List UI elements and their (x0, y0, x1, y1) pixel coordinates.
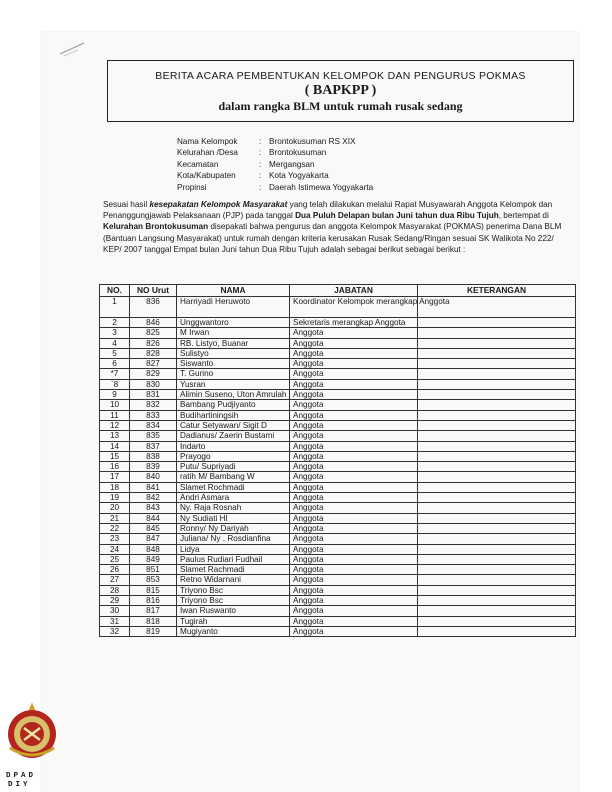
cell-urut: 817 (130, 606, 177, 616)
cell-no: 27 (100, 575, 130, 585)
cell-no: 14 (100, 441, 130, 451)
cell-jabatan: Anggota (290, 606, 418, 616)
cell-no: 29 (100, 596, 130, 606)
cell-nama: Triyono Bsc (177, 596, 290, 606)
cell-urut: 839 (130, 462, 177, 472)
cell-no: 15 (100, 451, 130, 461)
cell-nama: Ny. Raja Rosnah (177, 503, 290, 513)
cell-ket (418, 544, 576, 554)
table-row (100, 503, 576, 513)
cell-ket (418, 596, 576, 606)
table-row (100, 318, 576, 328)
cell-urut: 840 (130, 472, 177, 482)
cell-ket (418, 338, 576, 348)
info-value: Brontokusuman RS XIX (269, 137, 356, 146)
cell-jabatan: Anggota (290, 585, 418, 595)
cell-nama: ratih M/ Bambang W (177, 472, 290, 482)
cell-urut: 826 (130, 338, 177, 348)
cell-nama: Iwan Ruswanto (177, 606, 290, 616)
cell-ket (418, 431, 576, 441)
cell-urut: 831 (130, 390, 177, 400)
cell-ket (418, 410, 576, 420)
cell-jabatan: Anggota (290, 493, 418, 503)
document-header (107, 60, 574, 122)
cell-jabatan: Anggota (290, 420, 418, 430)
cell-urut: 841 (130, 482, 177, 492)
cell-no: 4 (100, 338, 130, 348)
document-code: ( BAPKPP ) (304, 83, 377, 98)
cell-ket (418, 482, 576, 492)
cell-ket (418, 606, 576, 616)
para-location: Kelurahan Brontokusuman (103, 222, 209, 232)
cell-no: 18 (100, 482, 130, 492)
cell-nama: Indarto (177, 441, 290, 451)
col-header-keterangan: KETERANGAN (418, 285, 576, 297)
cell-jabatan: Anggota (290, 534, 418, 544)
cell-nama: Siswanto (177, 359, 290, 369)
col-header-no: NO. (100, 285, 130, 297)
para-emphasis: kesepakatan Kelompok Masyarakat (149, 200, 288, 209)
cell-ket (418, 348, 576, 358)
cell-nama: Juliana/ Ny . Rosdianfina (177, 534, 290, 544)
cell-no: 31 (100, 616, 130, 626)
cell-jabatan: Anggota (290, 482, 418, 492)
info-value: Daerah Istimewa Yogyakarta (269, 182, 374, 192)
table-row (100, 328, 576, 338)
cell-ket (418, 585, 576, 595)
para-text: yang telah dilakukan melalui Rapat Musyawarah Anggota Kelompok dan Penanggungjawab Pelaksanaan (PJP) pada tanggal (103, 200, 553, 221)
cell-no: 23 (100, 534, 130, 544)
cell-jabatan: Anggota (290, 451, 418, 461)
cell-no: 12 (100, 420, 130, 430)
cell-urut: 830 (130, 379, 177, 389)
cell-jabatan: Anggota (290, 359, 418, 369)
para-text: Sesuai hasil (103, 200, 150, 209)
cell-nama: RB. Listyo, Buanar (177, 338, 290, 348)
cell-jabatan: Anggota (290, 575, 418, 585)
cell-urut: 849 (130, 554, 177, 564)
cell-no: 28 (100, 585, 130, 595)
cell-nama: Catur Setyawan/ Sigit D (177, 420, 290, 430)
cell-jabatan: Anggota (290, 513, 418, 523)
cell-jabatan: Anggota (290, 554, 418, 564)
cell-ket (418, 379, 576, 389)
table-row (100, 462, 576, 472)
cell-urut: 818 (130, 616, 177, 626)
table-row (100, 482, 576, 492)
cell-jabatan: Anggota (290, 400, 418, 410)
cell-ket (418, 420, 576, 430)
table-row (100, 596, 576, 606)
para-date: Dua Puluh Delapan bulan Juni tahun dua Ribu Tujuh (295, 211, 499, 221)
cell-nama: Retno Widarnani (177, 575, 290, 585)
cell-jabatan: Anggota (290, 565, 418, 575)
info-value: Kota Yogyakarta (269, 171, 329, 181)
cell-urut: 847 (130, 534, 177, 544)
cell-urut: 844 (130, 513, 177, 523)
cell-no: 3 (100, 328, 130, 338)
cell-no: 1 (100, 297, 130, 318)
cell-no: *7 (100, 369, 130, 379)
cell-nama: Unggwantoro (177, 318, 290, 328)
cell-nama: Triyono Bsc (177, 585, 290, 595)
cell-jabatan: Anggota (290, 626, 418, 636)
cell-ket (418, 565, 576, 575)
cell-urut: 842 (130, 493, 177, 503)
cell-jabatan: Anggota (290, 441, 418, 451)
cell-nama: M Irwan (177, 328, 290, 338)
cell-nama: Ny Sudiati HI (177, 513, 290, 523)
table-row (100, 616, 576, 626)
cell-nama: Ronny/ Ny Dariyah (177, 523, 290, 533)
cell-ket (418, 626, 576, 636)
cell-jabatan: Anggota (290, 462, 418, 472)
cell-no: 24 (100, 544, 130, 554)
cell-urut: 846 (130, 318, 177, 328)
cell-no: 32 (100, 626, 130, 636)
info-colon: : (259, 137, 262, 146)
cell-urut: 834 (130, 420, 177, 430)
table-row (100, 565, 576, 575)
cell-ket (418, 441, 576, 451)
col-header-nama: NAMA (177, 285, 290, 297)
cell-nama: Slamet Rachmadi (177, 565, 290, 575)
col-header-jabatan: JABATAN (290, 285, 418, 297)
dpad-emblem-icon (2, 698, 62, 764)
cell-nama: Budihartiningsih (177, 410, 290, 420)
para-text: disepakati bahwa pengurus dan anggota Kelompok Masyarakat (POKMAS) penerima Dana BLM (Bantuan Langsung Masyarakat) untuk rumah dengan kriteria kerusakan Rusak Sedang/Ringan sesuai SK Walikota No 222/ KEP/ 2007 tanggal Empat bulan Juni tahun Dua Ribu Tujuh adalah sebagai berikut sebagai berikut : (103, 222, 562, 254)
table-row (100, 554, 576, 564)
pen-stroke-mark (58, 40, 88, 58)
table-row (100, 544, 576, 554)
cell-ket (418, 462, 576, 472)
cell-no: 21 (100, 513, 130, 523)
cell-urut: 837 (130, 441, 177, 451)
cell-jabatan: Anggota (290, 544, 418, 554)
info-row (177, 182, 373, 193)
cell-ket (418, 513, 576, 523)
cell-nama: Lidya (177, 544, 290, 554)
cell-no: 30 (100, 606, 130, 616)
info-row (177, 170, 373, 181)
info-colon: : (259, 171, 262, 181)
table-row (100, 338, 576, 348)
cell-jabatan: Anggota (290, 431, 418, 441)
info-row (177, 136, 373, 147)
cell-ket (418, 318, 576, 328)
cell-ket (418, 523, 576, 533)
cell-jabatan: Anggota (290, 338, 418, 348)
cell-jabatan: Anggota (290, 369, 418, 379)
cell-jabatan: Anggota (290, 523, 418, 533)
info-row (177, 159, 373, 170)
cell-urut: 833 (130, 410, 177, 420)
cell-jabatan: Anggota (290, 472, 418, 482)
cell-urut: 851 (130, 565, 177, 575)
table-row (100, 523, 576, 533)
cell-urut: 853 (130, 575, 177, 585)
dpad-label-line2: DIY (8, 781, 31, 789)
cell-nama: Andri Asmara (177, 493, 290, 503)
cell-nama: Bambang Pudjiyanto (177, 400, 290, 410)
cell-urut: 838 (130, 451, 177, 461)
cell-no: 5 (100, 348, 130, 358)
cell-no: 11 (100, 410, 130, 420)
cell-jabatan: Anggota (290, 410, 418, 420)
cell-nama: Paulus Rudiari Fudhail (177, 554, 290, 564)
info-colon: : (259, 182, 262, 192)
cell-no: 9 (100, 390, 130, 400)
cell-ket (418, 554, 576, 564)
cell-urut: 848 (130, 544, 177, 554)
cell-no: 10 (100, 400, 130, 410)
cell-nama: Mugiyanto (177, 626, 290, 636)
info-value: Mergangsan (269, 159, 315, 169)
info-label: Propinsi (177, 182, 207, 192)
cell-no: 20 (100, 503, 130, 513)
cell-jabatan: Anggota (290, 348, 418, 358)
table-row (100, 534, 576, 544)
cell-urut: 829 (130, 369, 177, 379)
cell-ket (418, 575, 576, 585)
info-label: Kecamatan (177, 159, 219, 169)
table-row (100, 431, 576, 441)
cell-ket (418, 451, 576, 461)
cell-no: 17 (100, 472, 130, 482)
cell-ket (418, 616, 576, 626)
table-row (100, 626, 576, 636)
cell-no: 2 (100, 318, 130, 328)
info-label: Nama Kelompok (177, 137, 238, 146)
cell-urut: 828 (130, 348, 177, 358)
table-row (100, 441, 576, 451)
table-row (100, 369, 576, 379)
cell-ket (418, 369, 576, 379)
cell-nama: Prayogo (177, 451, 290, 461)
cell-urut: 835 (130, 431, 177, 441)
table-row (100, 297, 576, 318)
cell-nama: Slamet Rochmadi (177, 482, 290, 492)
cell-no: 22 (100, 523, 130, 533)
table-row (100, 606, 576, 616)
cell-nama: Alimin Suseno, Uton Amrulah (177, 390, 290, 400)
cell-jabatan: Sekretaris merangkap Anggota (290, 318, 418, 328)
cell-jabatan: Anggota (290, 379, 418, 389)
cell-nama: Putu/ Supriyadi (177, 462, 290, 472)
cell-urut: 845 (130, 523, 177, 533)
agreement-paragraph (103, 199, 574, 255)
cell-no: `8 (100, 379, 130, 389)
table-row (100, 451, 576, 461)
cell-urut: 815 (130, 585, 177, 595)
table-row (100, 513, 576, 523)
info-colon: : (259, 159, 262, 169)
table-row (100, 472, 576, 482)
cell-nama: Yusran (177, 379, 290, 389)
dpad-label (6, 772, 36, 790)
cell-ket (418, 493, 576, 503)
info-value: Brontokusuman (269, 148, 327, 158)
cell-no: 19 (100, 493, 130, 503)
cell-ket (418, 503, 576, 513)
table-row (100, 359, 576, 369)
members-table (99, 284, 576, 637)
cell-jabatan: Anggota (290, 390, 418, 400)
cell-no: 6 (100, 359, 130, 369)
table-row (100, 585, 576, 595)
cell-urut: 843 (130, 503, 177, 513)
cell-no: 13 (100, 431, 130, 441)
cell-urut: 836 (130, 297, 177, 318)
table-row (100, 400, 576, 410)
cell-ket (418, 472, 576, 482)
info-row (177, 147, 373, 158)
cell-jabatan: Anggota (290, 328, 418, 338)
cell-nama: Tugirah (177, 616, 290, 626)
cell-urut: 819 (130, 626, 177, 636)
cell-ket (418, 328, 576, 338)
cell-nama: Dadianus/ Zaerin Bustami (177, 431, 290, 441)
cell-urut: 816 (130, 596, 177, 606)
cell-no: 25 (100, 554, 130, 564)
cell-urut: 825 (130, 328, 177, 338)
table-row (100, 410, 576, 420)
cell-ket (418, 400, 576, 410)
cell-ket (418, 390, 576, 400)
info-colon: : (259, 148, 262, 158)
document-subtitle: dalam rangka BLM untuk rumah rusak sedang (218, 99, 463, 113)
para-text: , bertempat di (498, 211, 549, 221)
cell-jabatan: Anggota (290, 503, 418, 513)
cell-jabatan: Koordinator Kelompok merangkap Anggota (290, 297, 418, 318)
info-label: Kota/Kabupaten (177, 171, 236, 181)
cell-nama: Harriyadi Heruwoto (177, 297, 290, 318)
cell-jabatan: Anggota (290, 596, 418, 606)
cell-nama: Sulistyo (177, 348, 290, 358)
cell-urut: 832 (130, 400, 177, 410)
cell-ket (418, 534, 576, 544)
table-row (100, 390, 576, 400)
table-row (100, 575, 576, 585)
document-title: BERITA ACARA PEMBENTUKAN KELOMPOK DAN PENGURUS POKMAS (155, 70, 526, 82)
cell-no: 26 (100, 565, 130, 575)
cell-ket (418, 359, 576, 369)
table-row (100, 348, 576, 358)
table-row (100, 420, 576, 430)
cell-jabatan: Anggota (290, 616, 418, 626)
info-label: Kelurahan /Desa (177, 148, 238, 158)
col-header-urut: NO Urut (130, 285, 177, 297)
cell-nama: T. Gurino (177, 369, 290, 379)
cell-no: 16 (100, 462, 130, 472)
dpad-label-line1: DPAD (6, 772, 37, 780)
table-row (100, 493, 576, 503)
table-row (100, 379, 576, 389)
table-header-row (100, 285, 576, 297)
cell-urut: 827 (130, 359, 177, 369)
group-info (177, 136, 373, 193)
